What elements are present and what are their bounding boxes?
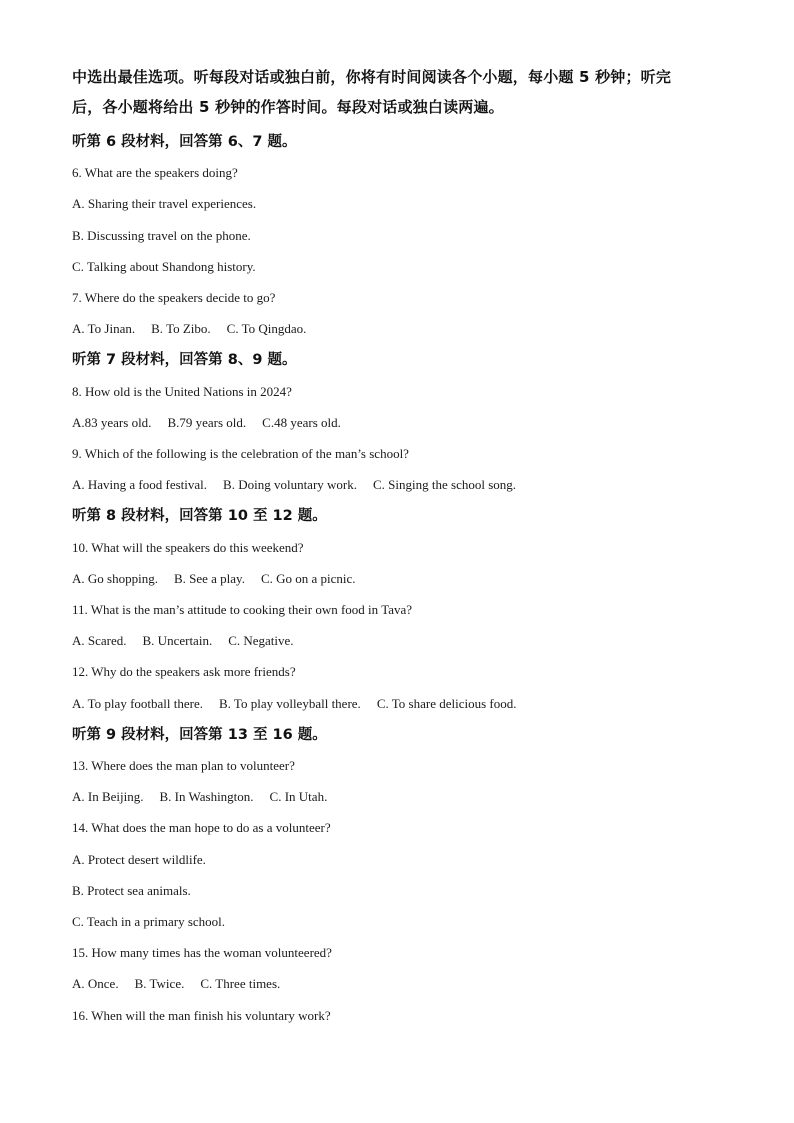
section-heading: 听第 6 段材料，回答第 6、7 题。 — [72, 134, 297, 150]
section-heading: 听第 8 段材料，回答第 10 至 12 题。 — [72, 508, 327, 525]
question-stem: 12. Why do the speakers ask more friends? — [72, 664, 296, 680]
answer-options-row — [72, 570, 356, 588]
question-stem: 7. Where do the speakers decide to go? — [72, 290, 276, 305]
answer-option: C. Talking about Shandong history. — [72, 258, 256, 274]
question-stem: 10. What will the speakers do this weekend? — [72, 539, 304, 555]
question-stem: 11. What is the man’s attitude to cooking their own food in Tava? — [72, 602, 413, 617]
answer-options-row — [72, 414, 341, 432]
answer-option: C. To share delicious food. — [376, 695, 517, 711]
answer-options-row — [72, 476, 516, 494]
question-stem: 15. How many times has the woman volunteered? — [72, 945, 332, 961]
section-heading: 听第 9 段材料，回答第 13 至 16 题。 — [72, 726, 327, 743]
document-page — [72, 62, 722, 122]
answer-option: B. See a play. — [173, 570, 245, 586]
answer-option: B. To play volleyball there. — [218, 695, 361, 711]
answer-option: C. Negative. — [228, 633, 294, 649]
answer-option: A. Go shopping. — [72, 570, 158, 586]
answer-options-row — [72, 975, 280, 993]
answer-option: C. Singing the school song. — [373, 477, 517, 493]
question-stem: 8. How old is the United Nations in 2024? — [72, 383, 292, 399]
answer-option: A. Sharing their travel experiences. — [72, 196, 257, 212]
answer-option: B. Discussing travel on the phone. — [72, 227, 251, 243]
intro-line-1: 中选出最佳选项。听每段对话或独白前，你将有时间阅读各个小题，每小题 5 秒钟；听完 — [72, 68, 672, 86]
answer-option: A. In Beijing. — [72, 789, 144, 805]
answer-option: B. Doing voluntary work. — [223, 477, 357, 493]
question-stem: 9. Which of the following is the celebration of the man’s school? — [72, 446, 409, 461]
answer-option: A. Scared. — [72, 633, 127, 649]
answer-option: C. Go on a picnic. — [260, 570, 356, 586]
answer-option: B. Protect sea animals. — [72, 882, 191, 898]
answer-options-row — [72, 695, 516, 713]
question-stem: 6. What are the speakers doing? — [72, 165, 238, 181]
answer-options-row — [72, 788, 327, 806]
question-stem: 14. What does the man hope to do as a volunteer? — [72, 820, 331, 836]
answer-option: C. Three times. — [200, 976, 281, 992]
answer-option: C. In Utah. — [269, 789, 328, 805]
answer-option: C. To Qingdao. — [226, 321, 307, 337]
answer-option: C.48 years old. — [262, 414, 341, 430]
answer-option: B. To Zibo. — [151, 321, 211, 337]
answer-option: A. Once. — [72, 976, 119, 992]
answer-options-row — [72, 632, 294, 650]
intro-line-2: 后，各小题将给出 5 秒钟的作答时间。每段对话或独白读两遍。 — [72, 98, 504, 116]
section-heading: 听第 7 段材料，回答第 8、9 题。 — [72, 352, 297, 369]
answer-options-row — [72, 320, 306, 338]
answer-option: A. Protect desert wildlife. — [72, 851, 206, 867]
question-stem: 16. When will the man finish his voluntary work? — [72, 1007, 331, 1023]
answer-option: C. Teach in a primary school. — [72, 914, 226, 929]
answer-option: B. Twice. — [134, 976, 185, 992]
answer-option: B.79 years old. — [167, 414, 247, 430]
question-stem: 13. Where does the man plan to volunteer? — [72, 758, 295, 773]
answer-option: B. Uncertain. — [142, 633, 213, 649]
answer-option: A.83 years old. — [72, 414, 152, 430]
answer-option: A. To Jinan. — [72, 321, 136, 337]
answer-option: A. Having a food festival. — [72, 477, 208, 493]
answer-option: B. In Washington. — [159, 789, 254, 805]
answer-option: A. To play football there. — [72, 695, 203, 711]
